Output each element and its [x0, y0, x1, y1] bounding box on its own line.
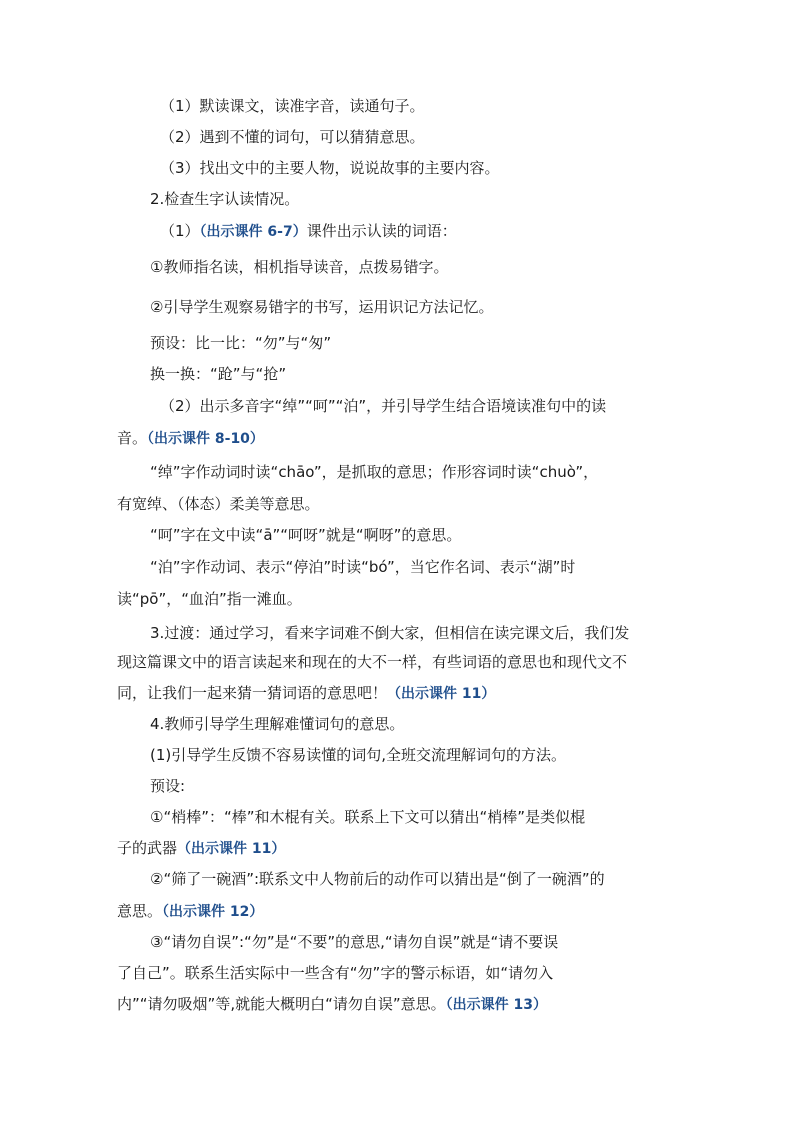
text: 有宽绰、（体态）柔美等意思。: [117, 495, 320, 513]
step-3-cont-2: [117, 683, 677, 704]
preset-item-1-cont: [117, 838, 677, 859]
step-2-item-2-cont: [117, 428, 677, 449]
bo-note-cont: [117, 589, 677, 609]
step-2-sub-2: [150, 297, 710, 317]
courseware-ref: （出示课件 8-10）: [147, 431, 264, 447]
text: 2.检查生字认读情况。: [150, 190, 300, 208]
step-4-item-1: [150, 745, 710, 765]
preset-item-2-cont: [117, 901, 677, 922]
text: 现这篇课文中的语言读起来和现在的大不一样，有些词语的意思也和现代文不: [117, 653, 628, 671]
text: （2）遇到不懂的词句，可以猜猜意思。: [160, 128, 425, 146]
courseware-ref: （出示课件 11）: [177, 841, 286, 857]
step-3: [150, 623, 710, 643]
step-4: [150, 714, 710, 734]
text: 同，让我们一起来猜一猜词语的意思吧！: [117, 684, 388, 702]
text: 课件出示认读的词语：: [306, 222, 457, 240]
preset-item-3-cont-1: [117, 963, 677, 983]
step-1-item-2: [160, 127, 720, 147]
text: 读“pō”，“血泊”指一滩血。: [117, 590, 302, 608]
courseware-ref: （出示课件 13）: [445, 997, 547, 1013]
text: ②引导学生观察易错字的书写，运用识记方法记忆。: [150, 298, 494, 316]
step-1-item-1: [160, 96, 720, 116]
text: 了自己”。联系生活实际中一些含有“勿”字的警示标语，如“请勿入: [117, 964, 554, 982]
step-1-item-3: [160, 158, 720, 178]
chuo-note-cont: [117, 494, 677, 514]
text: “呵”字在文中读“ā”“呵呀”就是“啊呀”的意思。: [150, 526, 462, 544]
text: 预设：比一比：“勿”与“匆”: [150, 334, 332, 352]
text: (1)引导学生反馈不容易读懂的词句,全班交流理解词句的方法。: [150, 746, 567, 764]
courseware-ref: （出示课件 11）: [387, 686, 496, 702]
courseware-ref: （出示课件 6-7）: [199, 224, 307, 240]
text: 换一换：“跄”与“抢”: [150, 365, 287, 383]
text: （1）默读课文，读准字音，读通句子。: [160, 97, 425, 115]
preset-item-1: [150, 807, 710, 827]
text: （1）: [160, 222, 200, 240]
chuo-note: [150, 462, 710, 482]
preset-item-3-cont-2: [117, 994, 677, 1015]
step-2-item-1: [160, 221, 720, 242]
text: 子的武器: [117, 839, 178, 857]
step-2-sub-1: [150, 257, 710, 277]
step-3-cont-1: [117, 652, 677, 672]
text: 3.过渡：通过学习，看来字词难不倒大家，但相信在读完课文后，我们发: [150, 624, 630, 642]
text: 内”“请勿吸烟”等,就能大概明白“请勿自误”意思。: [117, 995, 446, 1013]
a-note: [150, 525, 710, 545]
text: ①教师指名读，相机指导读音，点拨易错字。: [150, 258, 449, 276]
text: ②“筛了一碗酒”:联系文中人物前后的动作可以猜出是“倒了一碗酒”的: [150, 870, 605, 888]
text: “泊”字作动词、表示“停泊”时读“bó”，当它作名词、表示“湖”时: [150, 558, 576, 576]
preset-swap: [150, 364, 710, 384]
bo-note: [150, 557, 710, 577]
text: ③“请勿自误”:“勿”是“不要”的意思,“请勿自误”就是“请不要误: [150, 933, 559, 951]
text: 4.教师引导学生理解难懂词句的意思。: [150, 715, 405, 733]
step-2-item-2: [160, 396, 720, 416]
text: （2）出示多音字“绰”“呵”“泊”，并引导学生结合语境读准句中的读: [160, 397, 607, 415]
courseware-ref: （出示课件 12）: [162, 904, 264, 920]
preset-item-3: [150, 932, 710, 952]
step-2-heading: [150, 189, 710, 209]
text: 意思。: [117, 902, 163, 920]
preset-item-2: [150, 869, 710, 889]
preset-compare: [150, 333, 710, 353]
text: 预设:: [150, 777, 186, 795]
text: （3）找出文中的主要人物，说说故事的主要内容。: [160, 159, 500, 177]
preset-label: [150, 776, 710, 796]
text: ①“梢棒”：“棒”和木棍有关。联系上下文可以猜出“梢棒”是类似棍: [150, 808, 586, 826]
text: 音。: [117, 429, 148, 447]
text: “绰”字作动词时读“chāo”，是抓取的意思；作形容词时读“chuò”，: [150, 463, 599, 481]
